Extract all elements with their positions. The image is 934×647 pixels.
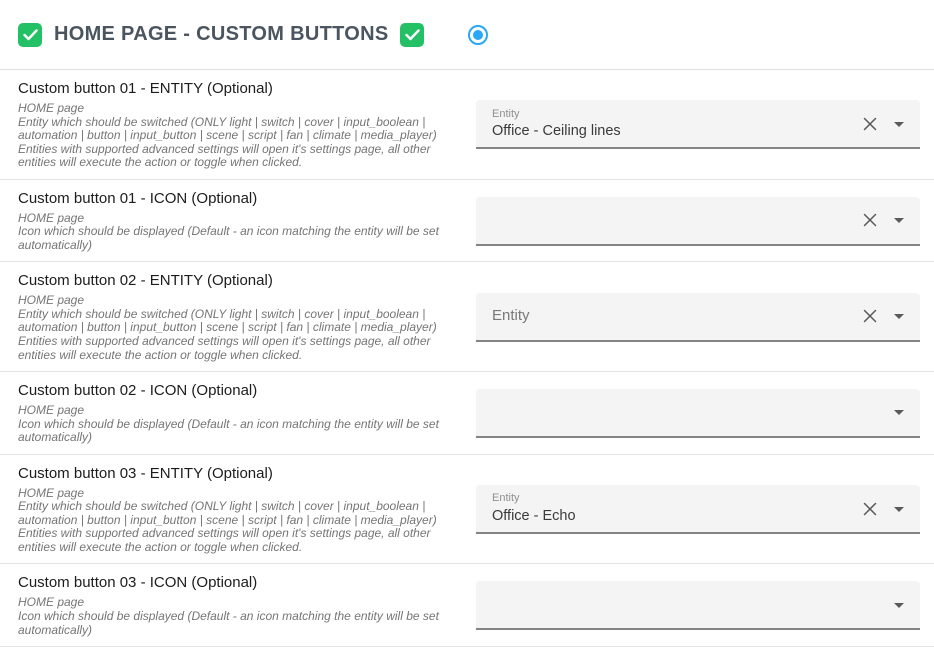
entity-select-button-01[interactable] [476, 100, 920, 149]
section-description [18, 212, 464, 253]
section-text [18, 465, 476, 555]
dropdown-caret-icon[interactable] [894, 314, 904, 319]
field-value: Office - Ceiling lines [492, 122, 621, 139]
section-title: Custom button 01 - ENTITY (Optional) [18, 80, 273, 97]
clear-icon[interactable] [862, 116, 878, 132]
desc-line: HOME page [18, 485, 85, 500]
desc-line: HOME page [18, 403, 85, 418]
dropdown-caret-icon[interactable] [894, 507, 904, 512]
section-custom-button-02-entity [0, 262, 934, 372]
desc-line: Entities with supported advanced settings will open it's settings page, all other entities will execute the action or toggle when clicked. [18, 141, 431, 170]
section-title: Custom button 03 - ENTITY (Optional) [18, 464, 273, 482]
field-value: Office - Echo [492, 507, 576, 524]
checkbox-checked-icon [400, 23, 424, 47]
field-placeholder: Entity [492, 307, 530, 325]
icon-select-button-02[interactable] [476, 389, 920, 438]
page-header [0, 0, 934, 70]
desc-line: Entities with supported advanced settings will open it's settings page, all other entities will execute the action or toggle when clicked. [18, 526, 431, 554]
section-description [18, 294, 464, 362]
field-label: Entity [492, 107, 520, 120]
entity-select-button-03[interactable] [476, 485, 920, 534]
dropdown-caret-icon[interactable] [894, 603, 904, 608]
desc-line: HOME page [18, 595, 85, 610]
section-text [18, 574, 476, 637]
section-title: Custom button 02 - ENTITY (Optional) [18, 272, 273, 290]
desc-line: Icon which should be displayed (Default - an icon matching the entity will be set automatically) [18, 416, 439, 445]
desc-line: Entity which should be switched (ONLY light | switch | cover | input_boolean | automation | button | input_button | scene | script | fan | climate | media_player) [18, 114, 437, 143]
section-custom-button-03-entity [0, 455, 934, 565]
section-description [18, 404, 464, 445]
section-text [18, 382, 476, 445]
section-custom-button-01-icon [0, 180, 934, 263]
dropdown-caret-icon[interactable] [894, 218, 904, 223]
radio-dot [473, 30, 483, 40]
clear-icon[interactable] [862, 308, 878, 324]
section-description [18, 102, 464, 170]
section-title: Custom button 03 - ICON (Optional) [18, 574, 258, 592]
checkbox-checked-icon [18, 23, 42, 47]
section-description [18, 487, 464, 555]
desc-line: HOME page [18, 293, 85, 308]
desc-line: HOME page [18, 210, 85, 225]
section-text [18, 80, 476, 170]
section-text [18, 190, 476, 253]
section-custom-button-01-entity [0, 70, 934, 180]
section-title: Custom button 02 - ICON (Optional) [18, 382, 258, 400]
icon-select-button-03[interactable] [476, 581, 920, 630]
desc-line: Icon which should be displayed (Default - an icon matching the entity will be set automatically) [18, 224, 439, 252]
dropdown-caret-icon[interactable] [894, 122, 904, 127]
section-custom-button-03-icon [0, 564, 934, 647]
entity-select-button-02[interactable] [476, 293, 920, 342]
clear-icon[interactable] [862, 212, 878, 228]
field-label: Entity [492, 492, 520, 505]
radio-selected-icon[interactable] [468, 25, 488, 45]
desc-line: HOME page [18, 101, 85, 115]
section-title: Custom button 01 - ICON (Optional) [18, 189, 258, 207]
section-custom-button-02-icon [0, 372, 934, 455]
desc-line: Icon which should be displayed (Default - an icon matching the entity will be set automatically) [18, 609, 439, 637]
desc-line: Entity which should be switched (ONLY light | switch | cover | input_boolean | automation | button | input_button | scene | script | fan | climate | media_player) [18, 306, 437, 335]
desc-line: Entities with supported advanced settings will open it's settings page, all other entities will execute the action or toggle when clicked. [18, 334, 431, 362]
dropdown-caret-icon[interactable] [894, 410, 904, 415]
icon-select-button-01[interactable] [476, 197, 920, 246]
clear-icon[interactable] [862, 501, 878, 517]
section-text [18, 272, 476, 362]
page-title: HOME PAGE - CUSTOM BUTTONS [54, 23, 389, 45]
desc-line: Entity which should be switched (ONLY light | switch | cover | input_boolean | automation | button | input_button | scene | script | fan | climate | media_player) [18, 499, 437, 527]
